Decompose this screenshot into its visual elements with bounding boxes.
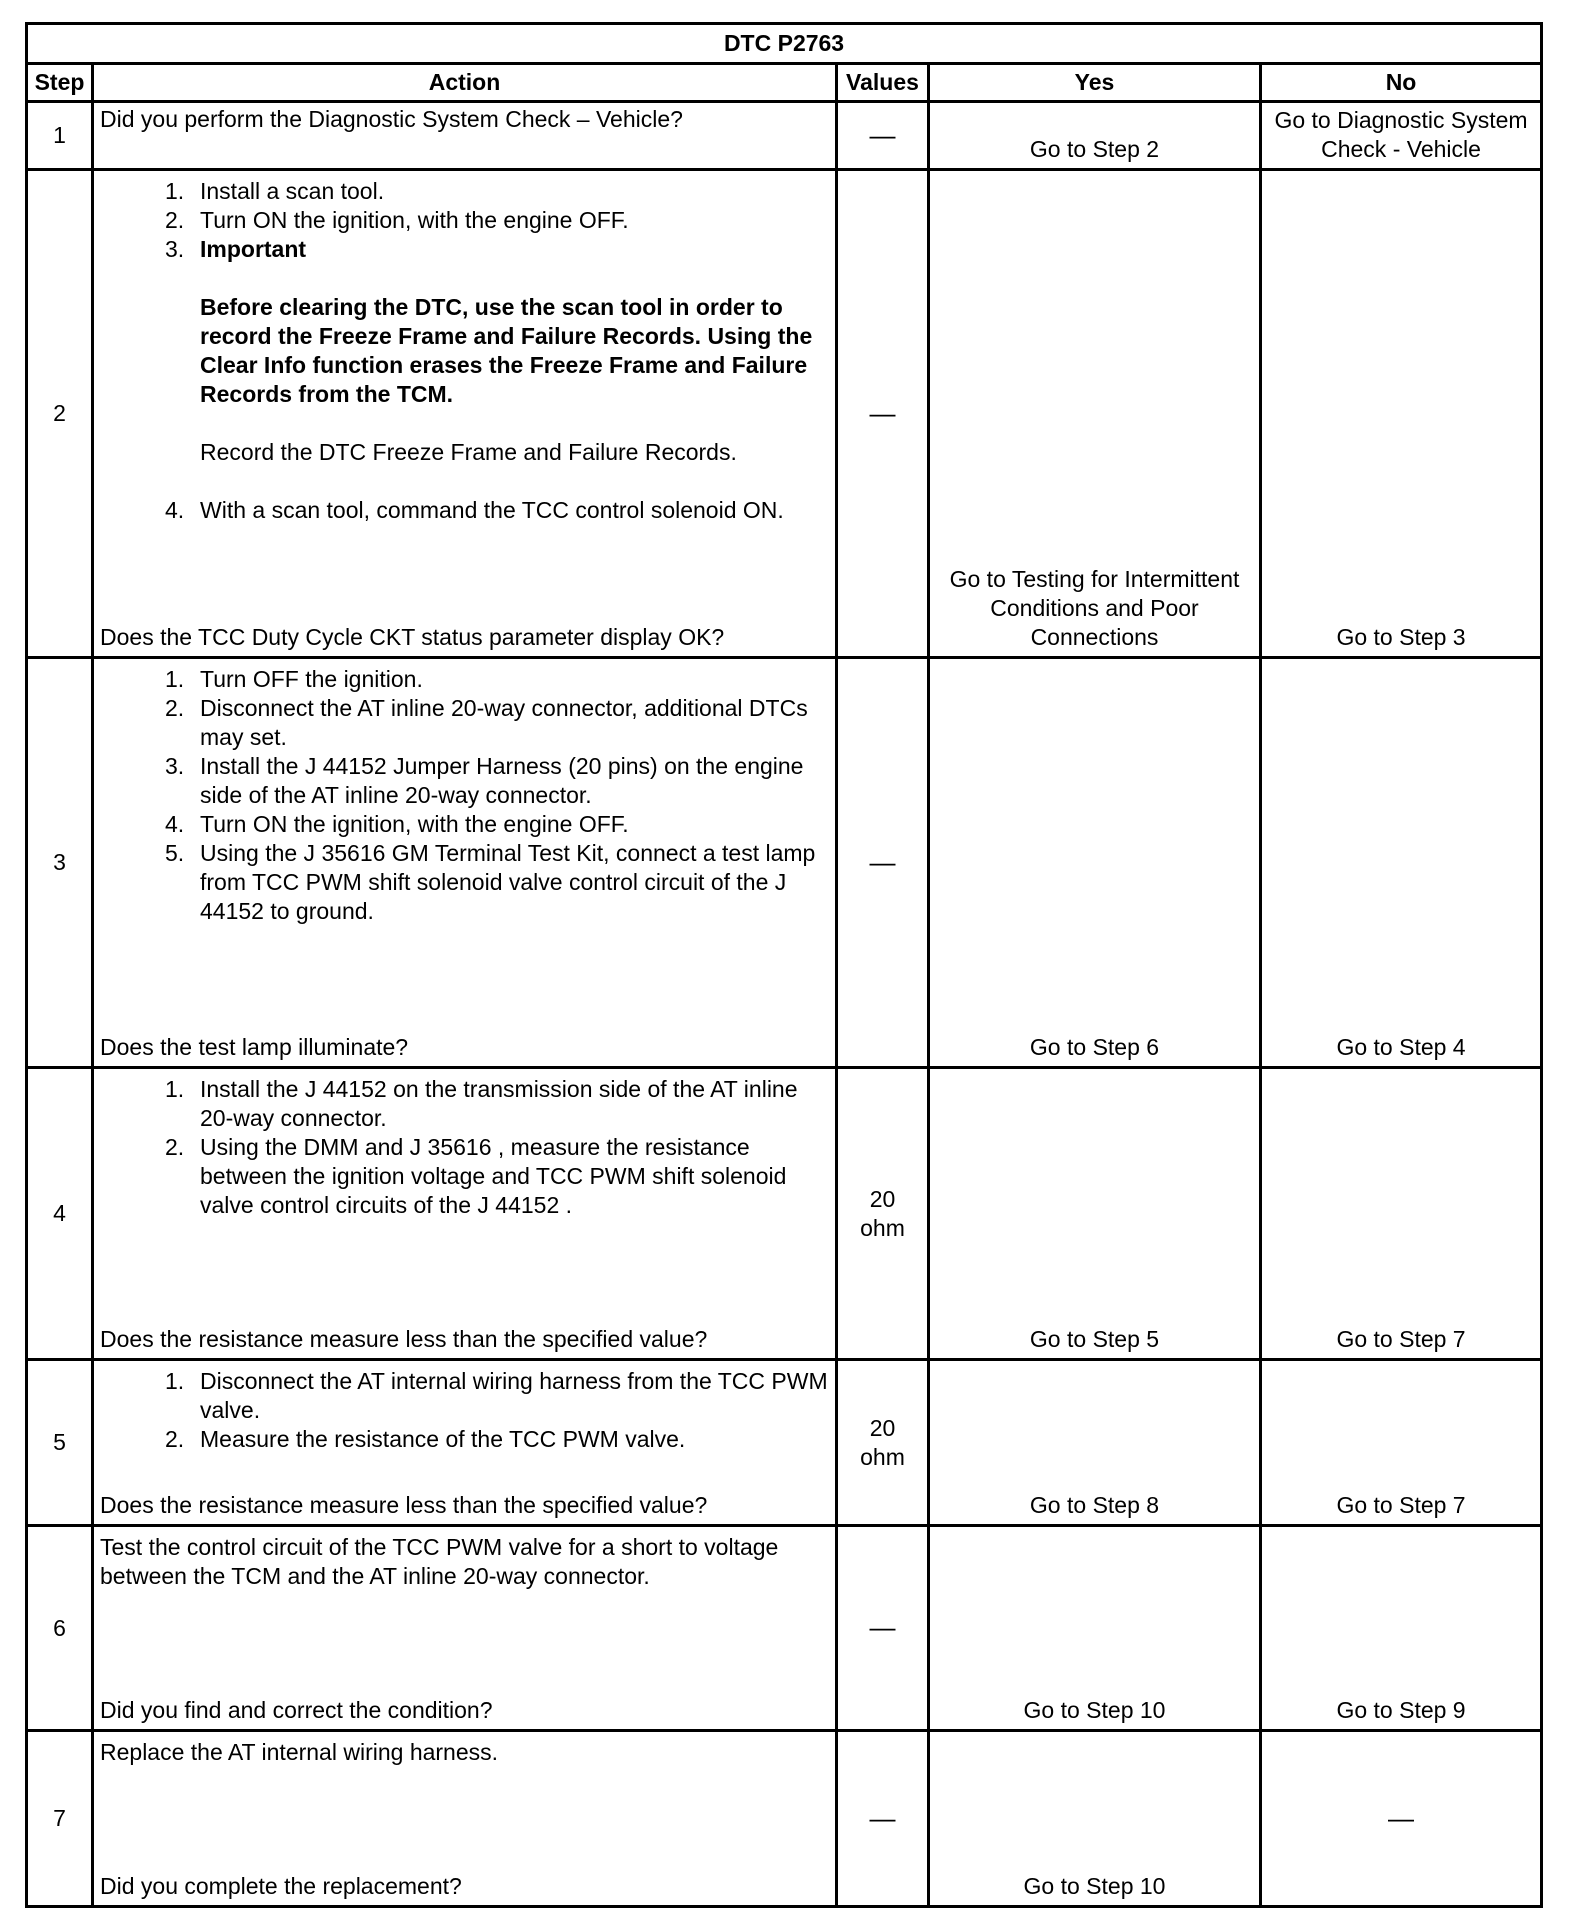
- spec-unit: ohm: [860, 1214, 905, 1241]
- action-cell: [93, 1068, 837, 1360]
- table-row: [27, 170, 1542, 658]
- list-item: 3. Important Before clearing the DTC, use the scan tool in order to record the Freeze Frame and Failure Records. Using the Clear Info function erases the Freeze Frame and Failure Records from the TCM. Record the DTC Freeze Frame and Failure Records.: [100, 235, 829, 496]
- action-cell: [93, 102, 837, 170]
- step-number: 4: [27, 1068, 93, 1360]
- list-item: 5. Using the J 35616 GM Terminal Test Kit, connect a test lamp from TCC PWM shift solenoid valve control circuit of the J 44152 to ground.: [165, 840, 816, 924]
- values-cell: [837, 170, 929, 658]
- question-text: Did you complete the replacement?: [100, 1873, 462, 1899]
- values-dash: —: [869, 397, 896, 428]
- action-cell: [93, 1731, 837, 1907]
- table-row: [27, 1731, 1542, 1907]
- list-item: 1. Disconnect the AT internal wiring harness from the TCC PWM valve.: [165, 1368, 828, 1423]
- yes-cell: Go to Step 10: [929, 1526, 1261, 1731]
- table-row: [27, 1068, 1542, 1360]
- question-text: Did you find and correct the condition?: [100, 1697, 493, 1723]
- list-item: 1. Install a scan tool.: [165, 178, 385, 204]
- list-item: 4. With a scan tool, command the TCC control solenoid ON.: [165, 497, 784, 523]
- values-dash: —: [869, 1802, 896, 1833]
- values-cell: [837, 1526, 929, 1731]
- action-text: Did you perform the Diagnostic System Check – Vehicle?: [100, 106, 683, 132]
- step-list: [100, 177, 829, 525]
- yes-cell: Go to Step 8: [929, 1360, 1261, 1526]
- yes-cell: Go to Step 10: [929, 1731, 1261, 1907]
- step-number: 3: [27, 658, 93, 1068]
- list-item: 2. Measure the resistance of the TCC PWM valve.: [165, 1426, 686, 1452]
- diagnostic-table: [25, 22, 1543, 1908]
- values-cell: [837, 102, 929, 170]
- header-step: Step: [27, 64, 93, 102]
- header-yes: Yes: [929, 64, 1261, 102]
- action-cell: [93, 1526, 837, 1731]
- spec-unit: ohm: [860, 1443, 905, 1470]
- step-list: [100, 665, 829, 926]
- yes-cell: Go to Step 6: [929, 658, 1261, 1068]
- step-number: 7: [27, 1731, 93, 1907]
- yes-cell: Go to Step 2: [929, 102, 1261, 170]
- action-cell: [93, 1360, 837, 1526]
- spec-value: 20: [869, 1185, 896, 1212]
- header-values: Values: [837, 64, 929, 102]
- no-dash: —: [1388, 1802, 1415, 1833]
- question-text: Does the resistance measure less than the specified value?: [100, 1492, 708, 1518]
- values-cell: [837, 1068, 929, 1360]
- table-row: [27, 1360, 1542, 1526]
- no-cell: Go to Step 3: [1261, 170, 1542, 658]
- question-text: Does the test lamp illuminate?: [100, 1034, 409, 1060]
- no-cell: Go to Step 4: [1261, 658, 1542, 1068]
- values-cell: [837, 1731, 929, 1907]
- yes-cell: Go to Step 5: [929, 1068, 1261, 1360]
- step-number: 6: [27, 1526, 93, 1731]
- values-cell: [837, 658, 929, 1068]
- step-number: 2: [27, 170, 93, 658]
- action-cell: [93, 658, 837, 1068]
- action-cell: [93, 170, 837, 658]
- no-cell: Go to Diagnostic System Check - Vehicle: [1261, 102, 1542, 170]
- values-cell: [837, 1360, 929, 1526]
- list-item: 1. Install the J 44152 on the transmission side of the AT inline 20-way connector.: [165, 1076, 798, 1131]
- important-text: Before clearing the DTC, use the scan tool in order to record the Freeze Frame and Failure Records. Using the Clear Info function erases the Freeze Frame and Failure Records from the TCM.: [200, 294, 813, 407]
- header-no: No: [1261, 64, 1542, 102]
- spec-value: 20: [869, 1414, 896, 1441]
- step-number: 1: [27, 102, 93, 170]
- action-text: Replace the AT internal wiring harness.: [100, 1739, 499, 1765]
- list-item: 4. Turn ON the ignition, with the engine OFF.: [165, 811, 629, 837]
- header-action: Action: [93, 64, 837, 102]
- question-text: Does the TCC Duty Cycle CKT status parameter display OK?: [100, 624, 725, 650]
- list-item: 2. Disconnect the AT inline 20-way connector, additional DTCs may set.: [165, 695, 808, 750]
- step-number: 5: [27, 1360, 93, 1526]
- no-cell: Go to Step 7: [1261, 1068, 1542, 1360]
- table-title-row: [27, 24, 1542, 64]
- step-list: [100, 1367, 829, 1454]
- list-item: 1. Turn OFF the ignition.: [165, 666, 423, 692]
- table-row: [27, 658, 1542, 1068]
- no-cell: [1261, 1731, 1542, 1907]
- no-cell: Go to Step 9: [1261, 1526, 1542, 1731]
- action-text: Test the control circuit of the TCC PWM valve for a short to voltage between the TCM and the AT inline 20-way connector.: [100, 1534, 779, 1589]
- important-note: Record the DTC Freeze Frame and Failure Records.: [200, 439, 737, 465]
- list-item: 3. Install the J 44152 Jumper Harness (20 pins) on the engine side of the AT inline 20-way connector.: [165, 753, 804, 808]
- list-item: 2. Turn ON the ignition, with the engine OFF.: [165, 207, 629, 233]
- no-cell: Go to Step 7: [1261, 1360, 1542, 1526]
- list-item: 2. Using the DMM and J 35616 , measure the resistance between the ignition voltage and TCC PWM shift solenoid valve control circuits of the J 44152 .: [165, 1134, 787, 1218]
- yes-cell: Go to Testing for Intermittent Conditions and Poor Connections: [929, 170, 1261, 658]
- values-dash: —: [869, 119, 896, 150]
- table-title: DTC P2763: [27, 24, 1542, 64]
- step-list: [100, 1075, 829, 1220]
- table-row: [27, 102, 1542, 170]
- table-row: [27, 1526, 1542, 1731]
- values-dash: —: [869, 1612, 896, 1642]
- important-label: Important: [200, 236, 307, 262]
- table-header-row: [27, 64, 1542, 102]
- question-text: Does the resistance measure less than the specified value?: [100, 1326, 708, 1352]
- values-dash: —: [869, 846, 896, 877]
